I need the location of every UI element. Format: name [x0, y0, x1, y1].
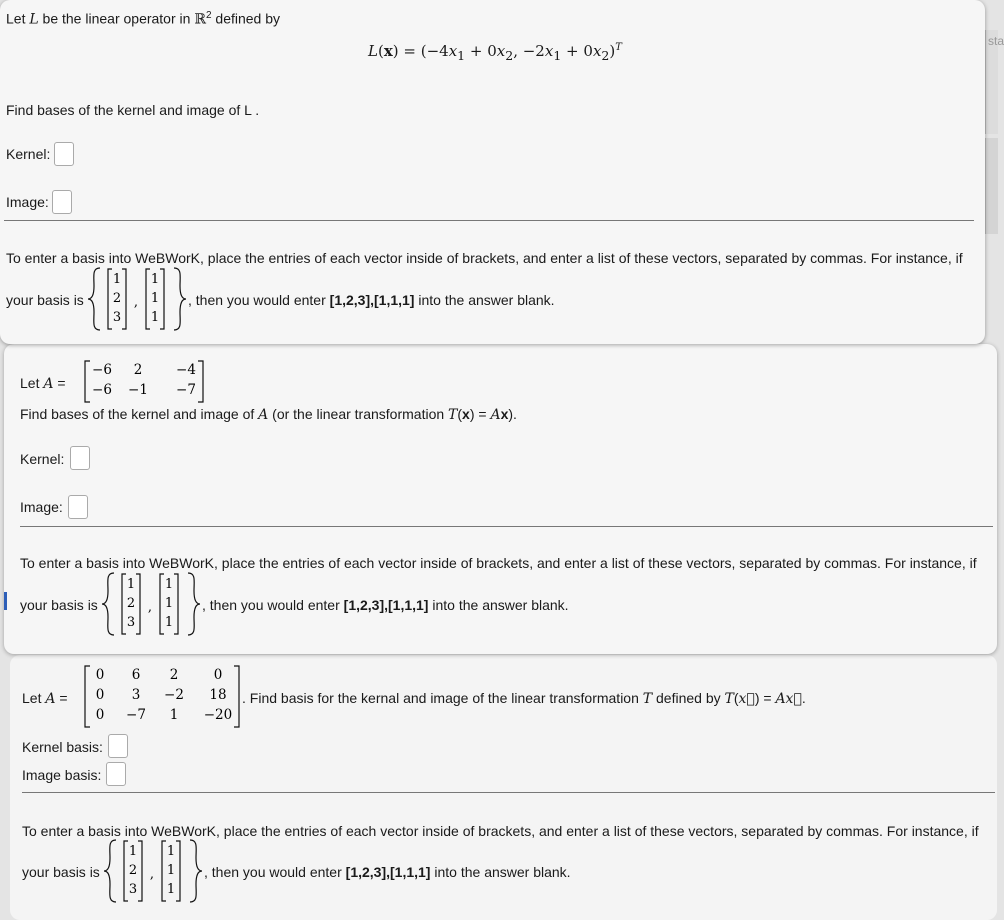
- vector-bracket-right: [136, 574, 140, 634]
- q2-matrix: [82, 360, 206, 406]
- matrix-bracket-right: [234, 666, 239, 727]
- matrix-entry: −7: [176, 382, 196, 398]
- q3-matrix: [82, 665, 242, 731]
- q1-image-label: Image:: [6, 194, 49, 210]
- q3-example-basis: [102, 838, 204, 904]
- q1-formula: $L(x) = (-4x_1 + 0x_2$, $-2x_1 + 0x_2)^T$: [368, 42, 622, 63]
- vector-entry: 1: [164, 596, 174, 611]
- q1-basis-prefix: your basis is: [6, 292, 84, 308]
- vector-bracket-right: [174, 574, 178, 634]
- divider: [22, 792, 995, 793]
- background-window-edge: sta: [985, 30, 998, 134]
- basis-tail: into the answer blank.: [434, 864, 571, 880]
- matrix-entry: 0: [95, 707, 105, 723]
- q3-instructions: To enter a basis into WeBWorK, place the entries of each vector inside of brackets, and enter a list of these vectors, separated by commas. For instance, if: [22, 823, 979, 839]
- background-window-edge-lower: [985, 138, 998, 234]
- matrix-entry: 2: [133, 362, 143, 378]
- vector-entry: 1: [166, 863, 176, 878]
- matrix-entry: 0: [95, 667, 105, 683]
- q3-image-input[interactable]: [106, 762, 126, 786]
- vector-entry: 1: [164, 615, 174, 630]
- q2-prompt: Find bases of the kernel and image of A (or the linear transformation T(x) = Ax).: [20, 406, 517, 423]
- q1-prompt: Find bases of the kernel and image of L .: [6, 102, 260, 118]
- vector-entry: 3: [128, 882, 138, 897]
- matrix-entry: 6: [131, 667, 141, 683]
- left-brace: [88, 268, 100, 330]
- vector-entry: 1: [128, 844, 138, 859]
- q3-basis-prefix: your basis is: [22, 864, 100, 880]
- q2-image-label: Image:: [20, 499, 63, 515]
- vector-comma: ,: [133, 295, 139, 310]
- basis-suffix: , then you would enter: [202, 597, 340, 613]
- basis-tail: into the answer blank.: [418, 292, 555, 308]
- vector-entry: 2: [126, 596, 136, 611]
- vector-bracket-right: [138, 841, 142, 901]
- right-brace: [174, 268, 186, 330]
- q1-basis-sentence: [188, 292, 555, 308]
- q2-kernel-label: Kernel:: [20, 451, 65, 467]
- matrix-entry: −1: [128, 382, 148, 398]
- vector-bracket-left: [124, 841, 128, 901]
- matrix-entry: −2: [164, 687, 184, 703]
- vector-bracket-right: [160, 269, 164, 329]
- vector-entry: 1: [150, 291, 160, 306]
- vector-entry: 1: [126, 577, 136, 592]
- divider: [20, 526, 993, 527]
- vector-entry: 2: [128, 863, 138, 878]
- q1-instructions: To enter a basis into WeBWorK, place the entries of each vector inside of brackets, and enter a list of these vectors, separated by commas. For instance, if: [6, 250, 963, 266]
- problem-card-3: [10, 655, 997, 920]
- vector-bracket-left: [122, 574, 126, 634]
- vector-entry: 1: [112, 272, 122, 287]
- basis-example: [1,2,3],[1,1,1]: [343, 597, 429, 613]
- matrix-bracket-right: [198, 361, 203, 402]
- left-brace: [104, 840, 116, 902]
- left-brace: [102, 573, 114, 635]
- vector-bracket-right: [122, 269, 126, 329]
- matrix-entry: 1: [169, 707, 179, 723]
- q1-image-input[interactable]: [52, 190, 72, 214]
- matrix-entry: 3: [131, 687, 141, 703]
- matrix-entry: 0: [95, 687, 105, 703]
- q2-image-input[interactable]: [68, 495, 88, 519]
- vector-comma: ,: [147, 600, 153, 615]
- matrix-entry: −7: [126, 707, 146, 723]
- vector-entry: 1: [164, 577, 174, 592]
- matrix-entry: −6: [92, 382, 112, 398]
- q2-kernel-input[interactable]: [70, 446, 90, 470]
- right-brace: [190, 840, 202, 902]
- q2-basis-sentence: [202, 597, 569, 613]
- q3-image-label: Image basis:: [22, 767, 102, 783]
- q3-prompt: . Find basis for the kernal and image of the linear transformation T defined by T(x⃗) = Ax⃗.: [242, 690, 806, 707]
- basis-suffix: , then you would enter: [188, 292, 326, 308]
- matrix-entry: 18: [209, 687, 227, 703]
- vector-entry: 3: [112, 310, 122, 325]
- divider: [4, 220, 974, 221]
- basis-tail: into the answer blank.: [432, 597, 569, 613]
- left-accent: [4, 592, 7, 610]
- vector-bracket-left: [108, 269, 112, 329]
- matrix-entry: 2: [169, 667, 179, 683]
- basis-example: [1,2,3],[1,1,1]: [329, 292, 415, 308]
- matrix-entry: −6: [92, 362, 112, 378]
- vector-bracket-left: [146, 269, 150, 329]
- vector-bracket-right: [176, 841, 180, 901]
- q3-let: Let A =: [22, 690, 68, 707]
- q2-instructions: To enter a basis into WeBWorK, place the entries of each vector inside of brackets, and enter a list of these vectors, separated by commas. For instance, if: [20, 555, 977, 571]
- q3-kernel-label: Kernel basis:: [22, 739, 103, 755]
- vector-entry: 1: [150, 272, 160, 287]
- q3-basis-sentence: [204, 864, 571, 880]
- q1-intro: Let L be the linear operator in ℝ$^2$ defined by: [6, 10, 281, 28]
- vector-entry: 1: [166, 844, 176, 859]
- q2-basis-prefix: your basis is: [20, 597, 98, 613]
- matrix-entry: 0: [213, 667, 223, 683]
- q3-kernel-input[interactable]: [108, 734, 128, 758]
- q1-kernel-input[interactable]: [54, 142, 74, 166]
- vector-comma: ,: [149, 867, 155, 882]
- basis-suffix: , then you would enter: [204, 864, 342, 880]
- q1-kernel-label: Kernel:: [6, 146, 51, 162]
- basis-example: [1,2,3],[1,1,1]: [345, 864, 431, 880]
- matrix-bracket-left: [85, 361, 90, 402]
- vector-entry: 2: [112, 291, 122, 306]
- right-brace: [188, 573, 200, 635]
- vector-entry: 3: [126, 615, 136, 630]
- matrix-bracket-left: [85, 666, 90, 727]
- q2-example-basis: [100, 571, 202, 637]
- q1-example-basis: [86, 266, 188, 332]
- vector-entry: 1: [166, 882, 176, 897]
- problem-card-2: [4, 344, 997, 654]
- matrix-entry: −4: [176, 362, 196, 378]
- problem-card-1: [0, 0, 985, 344]
- vector-entry: 1: [150, 310, 160, 325]
- vector-bracket-left: [160, 574, 164, 634]
- matrix-entry: −20: [203, 707, 233, 723]
- vector-bracket-left: [162, 841, 166, 901]
- q2-let: Let A =: [20, 375, 66, 392]
